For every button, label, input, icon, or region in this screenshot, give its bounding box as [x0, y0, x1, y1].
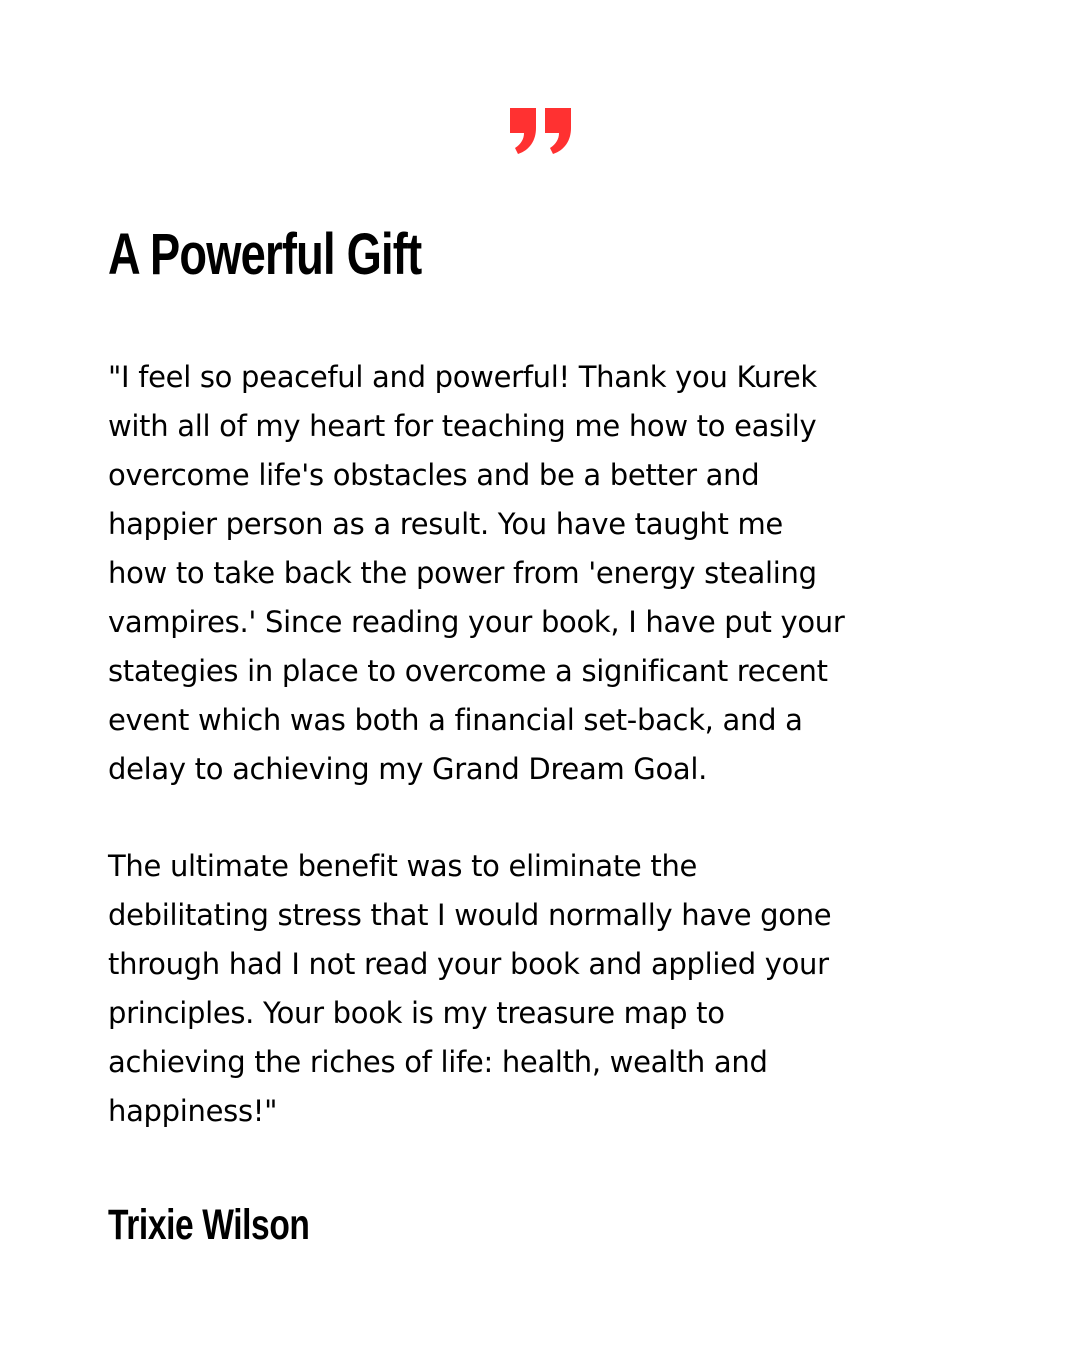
- testimonial-title: A Powerful Gift: [108, 222, 422, 287]
- testimonial-paragraph-1: "I feel so peaceful and powerful! Thank you Kurek with all of my heart for teaching me how to easily overcome life's obstacles and be a better and happier person as a result. You have taught me how to take back the power from 'energy stealing vampires.' Since reading your book, I have put your stategies in place to overcome a significant recent event which was both a financial set-back, and a delay to achieving my Grand Dream Goal.: [108, 360, 845, 786]
- testimonial-author: Trixie Wilson: [108, 1201, 310, 1249]
- closing-quote-icon: [508, 106, 574, 156]
- testimonial-paragraph-2: The ultimate benefit was to eliminate the debilitating stress that I would normally have gone through had I not read your book and applied your principles. Your book is my treasure map to achieving the riches of life: health, wealth and happiness!": [108, 849, 832, 1128]
